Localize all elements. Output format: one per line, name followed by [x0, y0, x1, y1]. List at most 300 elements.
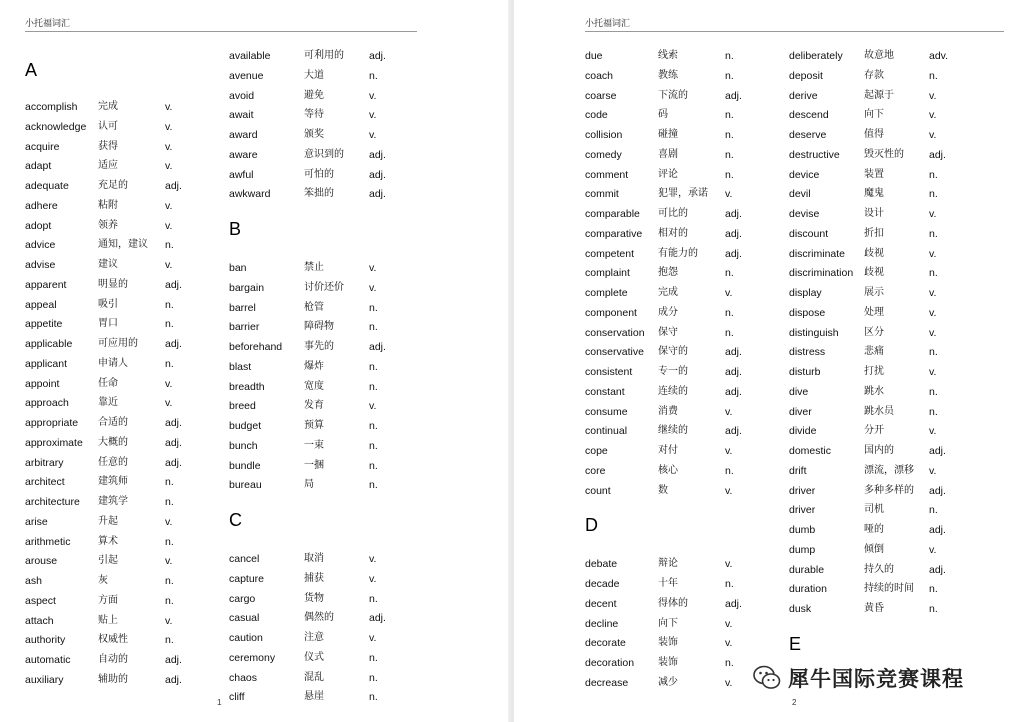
entry-part-of-speech: adj.: [929, 524, 946, 536]
entry-part-of-speech: v.: [165, 377, 173, 390]
page-header: 小托福词汇: [25, 19, 71, 29]
entry-part-of-speech: adj.: [369, 168, 386, 181]
entry-meaning: 等待: [304, 109, 324, 121]
entry-part-of-speech: v.: [369, 109, 377, 122]
entry-meaning: 偶然的: [304, 612, 334, 624]
vocab-entry: [25, 633, 225, 653]
vocab-entry: [229, 89, 429, 109]
entry-meaning: 倾倒: [864, 543, 884, 555]
entry-part-of-speech: v.: [165, 160, 173, 173]
entry-meaning: 碰撞: [658, 129, 678, 140]
entry-word: auxiliary: [25, 673, 64, 686]
entry-meaning: 悬崖: [304, 691, 324, 703]
section-letter: C: [229, 510, 242, 530]
entry-word: caution: [229, 632, 263, 644]
entry-part-of-speech: v.: [929, 89, 937, 102]
entry-word: adequate: [25, 180, 69, 192]
entry-word: apparent: [25, 278, 67, 291]
entry-part-of-speech: n.: [369, 592, 378, 605]
entry-meaning: 专一的: [658, 366, 688, 377]
entry-part-of-speech: n.: [725, 50, 734, 62]
vocab-entry: [25, 199, 225, 219]
entry-part-of-speech: n.: [165, 318, 174, 331]
entry-word: domestic: [789, 445, 832, 457]
entry-meaning: 建议: [98, 259, 118, 270]
vocab-entry: [789, 326, 989, 346]
entry-meaning: 持久的: [864, 563, 894, 575]
entry-meaning: 仪式: [304, 651, 324, 663]
entry-part-of-speech: v.: [725, 617, 733, 630]
entry-part-of-speech: adj.: [929, 148, 946, 161]
entry-part-of-speech: n.: [725, 267, 734, 280]
entry-meaning: 故意地: [864, 50, 894, 61]
vocab-entry: [229, 108, 429, 128]
entry-meaning: 混乱: [304, 671, 324, 683]
entry-meaning: 建筑学: [98, 496, 128, 507]
entry-word: devise: [789, 208, 820, 220]
entry-part-of-speech: n.: [725, 306, 734, 319]
vocab-entry: [585, 597, 785, 617]
entry-part-of-speech: n.: [929, 405, 938, 418]
entry-meaning: 捕获: [304, 572, 324, 584]
entry-meaning: 讨价还价: [304, 281, 344, 293]
entry-part-of-speech: n.: [929, 504, 938, 517]
vocab-entry: [229, 572, 429, 592]
vocab-entry: [585, 49, 785, 69]
entry-part-of-speech: n.: [165, 594, 174, 607]
entry-part-of-speech: v.: [165, 397, 173, 410]
vocab-entry: [585, 207, 785, 227]
entry-meaning: 漂流，漂移: [864, 464, 914, 476]
vocab-entry: [585, 108, 785, 128]
entry-word: competent: [585, 247, 635, 260]
entry-word: awful: [229, 168, 254, 181]
entry-meaning: 处理: [864, 306, 884, 318]
vocab-entry: [25, 238, 225, 258]
entry-word: architect: [25, 476, 65, 489]
entry-word: driver: [789, 504, 816, 517]
entry-meaning: 抱怨: [658, 267, 678, 279]
entry-part-of-speech: v.: [929, 287, 937, 299]
entry-part-of-speech: v.: [369, 632, 377, 644]
entry-meaning: 向下: [658, 617, 678, 629]
entry-word: distinguish: [789, 326, 839, 339]
vocab-entry: [25, 475, 225, 495]
vocab-entry: [229, 651, 429, 671]
entry-part-of-speech: adj.: [165, 456, 182, 469]
vocab-entry: [229, 187, 429, 207]
entry-part-of-speech: n.: [369, 321, 378, 334]
entry-meaning: 吸引: [98, 298, 118, 310]
vocab-entry: [789, 523, 989, 543]
entry-word: drift: [789, 464, 807, 477]
vocab-entry: [25, 535, 225, 555]
vocab-entry: [789, 444, 989, 464]
entry-part-of-speech: v.: [725, 287, 733, 299]
vocab-entry: [229, 128, 429, 148]
vocab-entry: [585, 89, 785, 109]
entry-part-of-speech: n.: [725, 148, 734, 161]
entry-meaning: 任命: [98, 377, 118, 389]
entry-part-of-speech: n.: [725, 464, 734, 477]
vocab-entry: [25, 278, 225, 298]
entry-meaning: 大道: [304, 69, 324, 81]
vocab-entry: [229, 301, 429, 321]
entry-word: deposit: [789, 69, 823, 82]
entry-meaning: 区分: [864, 326, 884, 338]
entry-word: advice: [25, 239, 56, 252]
entry-meaning: 宽度: [304, 380, 324, 392]
vocab-entry: [229, 611, 429, 631]
entry-meaning: 保守的: [658, 346, 688, 358]
entry-meaning: 存款: [864, 69, 884, 81]
entry-meaning: 权威性: [98, 634, 128, 646]
entry-meaning: 十年: [658, 578, 678, 589]
entry-meaning: 司机: [864, 504, 884, 516]
entry-part-of-speech: n.: [725, 326, 734, 339]
vocab-entry: [789, 385, 989, 405]
watermark-text: 犀牛国际竞赛课程: [788, 667, 964, 691]
entry-part-of-speech: v.: [725, 637, 733, 650]
entry-part-of-speech: n.: [929, 346, 938, 359]
entry-meaning: 完成: [98, 101, 118, 112]
entry-part-of-speech: v.: [165, 140, 173, 153]
entry-part-of-speech: adj.: [369, 188, 386, 201]
entry-meaning: 合适的: [98, 417, 128, 428]
vocab-entry: [585, 444, 785, 464]
entry-word: applicant: [25, 357, 68, 370]
vocab-entry: [585, 464, 785, 484]
entry-word: coach: [585, 69, 614, 82]
entry-meaning: 跳水员: [864, 405, 894, 417]
vocab-entry: [25, 653, 225, 673]
entry-meaning: 辩论: [658, 558, 678, 570]
vocab-entry: [789, 424, 989, 444]
entry-meaning: 发育: [304, 400, 324, 412]
entry-word: comedy: [585, 148, 622, 161]
entry-meaning: 注意: [304, 632, 324, 643]
entry-part-of-speech: n.: [725, 129, 734, 141]
entry-part-of-speech: n.: [165, 476, 174, 489]
entry-word: ash: [25, 575, 42, 587]
vocab-entry: [789, 247, 989, 267]
entry-meaning: 完成: [658, 287, 678, 298]
entry-part-of-speech: n.: [369, 439, 378, 452]
entry-meaning: 颁奖: [304, 129, 324, 140]
entry-meaning: 胃口: [98, 318, 118, 330]
entry-part-of-speech: n.: [929, 69, 938, 82]
section-letter: E: [789, 633, 802, 654]
entry-word: decent: [585, 597, 617, 610]
entry-word: decrease: [585, 676, 629, 689]
entry-part-of-speech: n.: [165, 357, 174, 370]
entry-word: cope: [585, 445, 608, 457]
vocab-entry: [25, 436, 225, 456]
entry-word: avenue: [229, 69, 264, 82]
page-right: [514, 0, 1024, 722]
entry-word: authority: [25, 634, 66, 647]
entry-word: beforehand: [229, 341, 283, 353]
entry-meaning: 国内的: [864, 445, 894, 456]
entry-word: disturb: [789, 366, 821, 378]
entry-word: adapt: [25, 160, 52, 173]
entry-part-of-speech: n.: [929, 583, 938, 596]
entry-word: continual: [585, 425, 628, 438]
vocab-entry: [25, 574, 225, 594]
entry-word: bunch: [229, 439, 258, 452]
entry-meaning: 黄昏: [864, 603, 884, 614]
entry-word: conservative: [585, 346, 644, 359]
entry-word: duration: [789, 583, 827, 596]
entry-word: breadth: [229, 380, 265, 393]
entry-word: automatic: [25, 654, 71, 666]
entry-meaning: 自动的: [98, 654, 128, 665]
entry-part-of-speech: adj.: [725, 597, 742, 610]
entry-meaning: 事先的: [304, 341, 334, 352]
entry-part-of-speech: v.: [929, 306, 937, 319]
entry-word: accomplish: [25, 101, 78, 113]
entry-part-of-speech: v.: [165, 555, 173, 568]
entry-word: budget: [229, 420, 262, 432]
entry-meaning: 笨拙的: [304, 188, 334, 200]
entry-meaning: 装置: [864, 168, 884, 180]
entry-word: adopt: [25, 219, 52, 232]
vocab-entry: [789, 266, 989, 286]
vocab-entry: [585, 636, 785, 656]
entry-word: aware: [229, 148, 258, 161]
vocab-entry: [25, 396, 225, 416]
entry-meaning: 连续的: [658, 385, 688, 397]
entry-meaning: 充足的: [98, 180, 128, 191]
entry-meaning: 升起: [98, 515, 118, 527]
entry-meaning: 装饰: [658, 657, 678, 668]
page-left: [0, 0, 510, 722]
entry-part-of-speech: v.: [165, 219, 173, 232]
entry-word: complete: [585, 287, 628, 299]
entry-meaning: 局: [304, 479, 314, 491]
header-rule: [25, 31, 417, 32]
entry-word: cancel: [229, 553, 260, 565]
entry-meaning: 算术: [98, 535, 118, 547]
entry-meaning: 明显的: [98, 278, 128, 290]
section-letter: B: [229, 219, 242, 239]
entry-word: advise: [25, 259, 56, 271]
entry-word: destructive: [789, 148, 840, 161]
vocab-entry: [25, 673, 225, 693]
entry-meaning: 设计: [864, 208, 884, 219]
vocab-entry: [585, 227, 785, 247]
vocab-entry: [585, 168, 785, 188]
entry-part-of-speech: n.: [165, 575, 174, 587]
entry-word: arithmetic: [25, 535, 71, 548]
entry-part-of-speech: v.: [929, 464, 937, 477]
entry-part-of-speech: v.: [369, 400, 377, 413]
entry-part-of-speech: n.: [369, 651, 378, 664]
entry-meaning: 相对的: [658, 227, 688, 239]
vocab-entry: [789, 405, 989, 425]
vocab-entry: [25, 100, 225, 120]
entry-meaning: 歧视: [864, 267, 884, 279]
entry-part-of-speech: v.: [929, 247, 937, 260]
vocab-entry: [789, 89, 989, 109]
vocab-entry: [229, 552, 429, 572]
vocab-entry: [585, 484, 785, 504]
entry-word: bundle: [229, 459, 261, 472]
entry-meaning: 靠近: [98, 397, 118, 409]
entry-word: approximate: [25, 436, 83, 449]
entry-part-of-speech: v.: [165, 199, 173, 212]
entry-meaning: 可比的: [658, 208, 688, 219]
entry-meaning: 展示: [864, 287, 884, 298]
entry-meaning: 打扰: [864, 366, 884, 377]
vocab-entry: [585, 577, 785, 597]
entry-meaning: 魔鬼: [864, 188, 884, 200]
vocab-entry: [789, 227, 989, 247]
entry-part-of-speech: v.: [725, 558, 733, 571]
entry-part-of-speech: n.: [929, 267, 938, 280]
entry-meaning: 预算: [304, 420, 324, 431]
entry-word: breed: [229, 400, 256, 413]
vocab-entry: [789, 306, 989, 326]
entry-part-of-speech: v.: [725, 484, 733, 497]
entry-part-of-speech: v.: [165, 515, 173, 528]
page-number: 2: [792, 698, 797, 707]
vocab-entry: [789, 148, 989, 168]
entry-meaning: 毁灭性的: [864, 148, 904, 160]
entry-word: await: [229, 109, 254, 122]
entry-meaning: 大概的: [98, 436, 128, 448]
vocab-entry: [229, 148, 429, 168]
entry-meaning: 核心: [658, 464, 678, 476]
entry-meaning: 分开: [864, 425, 884, 437]
entry-meaning: 货物: [304, 592, 324, 604]
entry-word: dumb: [789, 524, 816, 536]
entry-word: dump: [789, 543, 816, 556]
vocab-entry: [25, 179, 225, 199]
entry-part-of-speech: adj.: [165, 436, 182, 449]
entry-word: available: [229, 50, 271, 62]
entry-meaning: 起源于: [864, 89, 894, 101]
entry-word: discrimination: [789, 267, 854, 280]
entry-word: core: [585, 464, 606, 477]
entry-part-of-speech: adj.: [725, 247, 742, 260]
entry-part-of-speech: v.: [369, 281, 377, 294]
entry-word: discriminate: [789, 247, 846, 260]
entry-meaning: 灰: [98, 575, 108, 586]
vocab-entry: [585, 286, 785, 306]
entry-part-of-speech: v.: [369, 553, 377, 565]
vocab-entry: [25, 614, 225, 634]
vocab-entry: [25, 140, 225, 160]
vocab-entry: [585, 247, 785, 267]
vocab-entry: [585, 128, 785, 148]
entry-meaning: 线索: [658, 50, 678, 61]
entry-word: ban: [229, 262, 247, 274]
entry-word: ceremony: [229, 651, 276, 664]
entry-word: consistent: [585, 366, 633, 378]
entry-word: bureau: [229, 479, 262, 492]
vocab-entry: [585, 148, 785, 168]
entry-meaning: 贴上: [98, 614, 118, 626]
entry-part-of-speech: adj.: [725, 346, 742, 359]
entry-part-of-speech: n.: [725, 578, 734, 590]
entry-part-of-speech: v.: [369, 262, 377, 274]
entry-part-of-speech: n.: [165, 496, 174, 508]
entry-word: appetite: [25, 318, 63, 331]
entry-part-of-speech: n.: [725, 69, 734, 82]
vocab-entry: [229, 281, 429, 301]
entry-word: durable: [789, 563, 825, 576]
entry-part-of-speech: n.: [369, 691, 378, 704]
entry-meaning: 悲痛: [864, 346, 884, 358]
vocab-entry: [25, 416, 225, 436]
entry-meaning: 认可: [98, 120, 118, 132]
entry-word: arouse: [25, 555, 58, 568]
vocab-entry: [229, 399, 429, 419]
entry-meaning: 码: [658, 109, 668, 121]
entry-part-of-speech: v.: [165, 120, 173, 133]
entry-part-of-speech: adj.: [929, 484, 946, 497]
section-letter: A: [25, 60, 38, 80]
entry-meaning: 消费: [658, 405, 678, 417]
vocab-entry: [789, 128, 989, 148]
entry-meaning: 多种多样的: [864, 484, 914, 496]
vocab-entry: [585, 365, 785, 385]
vocab-entry: [789, 207, 989, 227]
entry-word: cargo: [229, 592, 256, 605]
entry-meaning: 得体的: [658, 597, 688, 609]
vocab-entry: [789, 69, 989, 89]
entry-part-of-speech: v.: [725, 676, 733, 689]
entry-part-of-speech: v.: [369, 89, 377, 102]
entry-word: award: [229, 129, 258, 141]
entry-word: appoint: [25, 377, 60, 390]
vocab-entry: [789, 168, 989, 188]
entry-part-of-speech: adj.: [725, 425, 742, 438]
entry-meaning: 引起: [98, 555, 118, 567]
vocab-entry: [229, 69, 429, 89]
entry-meaning: 枪管: [304, 301, 324, 313]
entry-part-of-speech: n.: [369, 301, 378, 314]
entry-word: device: [789, 168, 820, 181]
wechat-icon: [752, 663, 782, 693]
entry-word: conservation: [585, 326, 645, 339]
watermark: [752, 660, 1014, 696]
entry-word: blast: [229, 360, 252, 373]
entry-part-of-speech: adj.: [369, 50, 386, 62]
vocab-entry: [25, 456, 225, 476]
entry-part-of-speech: v.: [929, 366, 937, 378]
vocab-entry: [229, 592, 429, 612]
entry-part-of-speech: adj.: [929, 445, 946, 457]
entry-word: barrier: [229, 321, 260, 334]
entry-part-of-speech: n.: [165, 298, 174, 311]
entry-word: awkward: [229, 188, 271, 201]
entry-part-of-speech: n.: [165, 634, 174, 647]
vocab-entry: [229, 419, 429, 439]
entry-meaning: 喜剧: [658, 148, 678, 160]
vocab-entry: [25, 357, 225, 377]
entry-part-of-speech: v.: [165, 101, 173, 113]
vocab-entry: [585, 266, 785, 286]
vocab-entry: [789, 365, 989, 385]
entry-part-of-speech: adj.: [369, 612, 386, 625]
vocab-entry: [789, 602, 989, 622]
entry-word: dusk: [789, 603, 812, 615]
entry-word: comparative: [585, 227, 643, 240]
entry-part-of-speech: n.: [369, 380, 378, 393]
entry-part-of-speech: n.: [929, 168, 938, 181]
